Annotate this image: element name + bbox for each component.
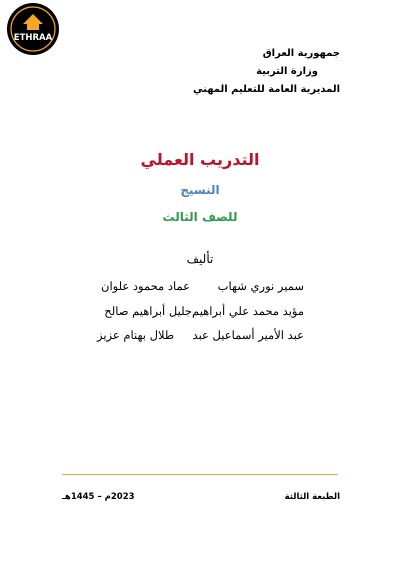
publication-year: 2023م – 1445هـ <box>62 492 135 502</box>
grade-title: للصف الثالث <box>162 210 238 224</box>
subject-title: النسيج <box>180 183 220 197</box>
ethraa-logo <box>6 2 60 56</box>
author-name: مؤيد محمد علي أبراهيم <box>192 304 304 318</box>
author-name: جليل أبراهيم صالح <box>104 304 192 318</box>
header-country: جمهورية العراق <box>262 48 340 59</box>
author-name: سمير نوري شهاب <box>217 279 304 293</box>
book-title: التدريب العملي <box>140 150 260 169</box>
header-ministry: وزارة التربية <box>256 66 318 77</box>
ministry-header <box>140 48 340 102</box>
header-directorate: المديرية العامة للتعليم المهني <box>193 84 340 95</box>
authors-label: تأليف <box>186 252 214 266</box>
svg-text:ETHRAA: ETHRAA <box>13 33 53 43</box>
author-name: عبد الأمير أسماعيل عبد <box>192 328 304 342</box>
footer-divider <box>62 474 338 475</box>
author-name: عماد محمود علوان <box>101 279 190 293</box>
author-name: طلال بهنام عزيز <box>96 328 174 342</box>
edition-label: الطبعة الثالثة <box>284 492 340 502</box>
